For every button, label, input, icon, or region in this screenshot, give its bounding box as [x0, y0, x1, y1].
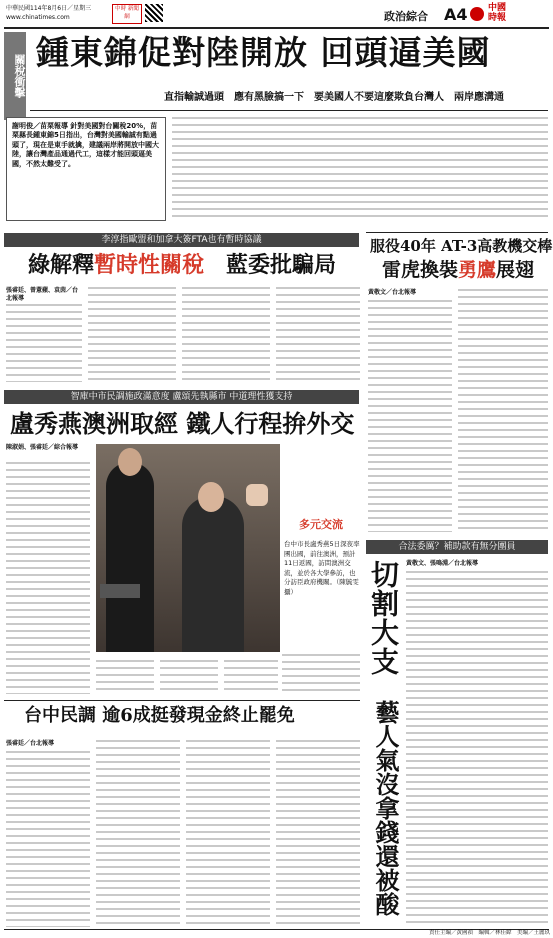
story3-byline: 陳淑娟、張睿廷／綜合報導: [6, 444, 79, 451]
story3-highlight-title: 多元交流: [299, 518, 343, 531]
story5-title-b: 藝人氣沒拿錢還被酸: [371, 700, 400, 916]
story5-body: [406, 571, 548, 927]
story4-body-col3: [186, 740, 270, 927]
lead-subheadline: 直指輸誠過頭 應有黑臉搞一下 要美國人不要這麼欺負台灣人 兩岸應溝通: [164, 90, 548, 108]
story5-kicker: 合法委厲？補助款有無分團員: [366, 540, 548, 554]
story1-byline: 張睿廷、曾薏蘋、袁茵／台北報導: [6, 287, 79, 302]
lead-headline: 鍾東錦促對陸開放 回頭逼美國: [36, 33, 491, 72]
brand-logo-left: 中時 新聞網: [112, 4, 142, 24]
website: www.chinatimes.com: [6, 14, 70, 21]
story4-rule: [4, 700, 360, 701]
story4-body-col2: [96, 740, 180, 927]
lead-body-text: [172, 117, 548, 221]
side-tag: 關稅衝擊: [4, 32, 26, 120]
masthead-rule: [4, 27, 549, 29]
story2-body-col1: [368, 300, 452, 532]
photo-figure-woman: [182, 496, 244, 652]
story1-body-col4: [276, 287, 360, 382]
news-photo: [96, 444, 280, 652]
story5-title-a: 切割大支: [367, 560, 400, 676]
summary-text: 謝明俊／苗栗報導 針對美國對台關稅20%，苗栗縣長鍾東錦5日指出，台灣對美國輸誠有點過頭了，現在是東手就擒，建議兩岸將開放中國大陸，讓台灣產品通過代工，這樣才能回頭逼美國，不然太難受了。: [12, 122, 159, 168]
lead-rule: [30, 110, 548, 111]
photo-figure-man: [106, 462, 154, 652]
story1-kicker: 李淳指歐盟和加拿大簽FTA也有暫時協議: [4, 233, 359, 247]
story1-title-c: 藍委批騙局: [226, 252, 337, 278]
story1-headline: [28, 251, 336, 279]
story2-title-line2: [382, 258, 534, 282]
page-credits: 責任主編／黃國禎 編輯／林佳緯 美編／王麗玖: [428, 930, 550, 936]
photo-face-man: [118, 448, 142, 476]
photo-caption: 台中市長盧秀燕5日深夜率團出國，前往澳洲，預計11日返國，訪問澳洲交流，並於各大學參訪，也分訪臣政府機關。（陳毓雯攝）: [284, 540, 360, 596]
photo-luggage: [100, 584, 140, 598]
story1-body-col2: [88, 287, 176, 382]
story2-title-c: 勇鷹: [458, 259, 497, 281]
story2-title-line1: 服役40年 AT-3高教機交棒: [370, 237, 553, 255]
story3-kicker: 智庫中市民調施政滿意度 盧頌先執縣市 中道理性獲支持: [4, 390, 359, 404]
story2-rule: [366, 232, 548, 233]
story4-byline: 張睿廷／台北報導: [6, 740, 55, 747]
story2-body-col2: [458, 289, 548, 532]
qr-code-icon: [145, 4, 163, 22]
story4-body-col4: [276, 740, 360, 927]
story4-headline: 台中民調 逾6成挺發現金終止罷免: [24, 705, 295, 726]
china-times-emblem-icon: [470, 7, 484, 21]
story2-title-d: 展翅: [496, 259, 535, 281]
story3-body-col3: [160, 660, 218, 694]
section-label: 政治綜合: [384, 10, 428, 23]
story5-vertical-title-b: [364, 700, 400, 930]
story3-body-col5: [282, 654, 360, 694]
story2-byline: 黃敬文／台北報導: [368, 289, 417, 296]
story1-title-a: 綠解釋: [28, 252, 95, 278]
photo-raised-hand: [246, 484, 268, 506]
date-line: 中華民國114年8月6日／星期三: [6, 5, 92, 12]
story1-body-col1: [6, 304, 82, 382]
summary-box: [6, 117, 166, 221]
story3-body-col4: [224, 660, 278, 694]
story5-byline: 黃敬文、張鳴淵／台北報導: [406, 560, 479, 567]
story2-title-b: 雷虎換裝: [382, 259, 459, 281]
page-number: A4: [444, 5, 468, 24]
story3-headline: 盧秀燕澳洲取經 鐵人行程拚外交: [10, 409, 355, 438]
story4-body-col1: [6, 751, 90, 927]
story3-body-col1: [6, 462, 90, 694]
photo-face-woman: [198, 482, 224, 512]
story1-body-col3: [182, 287, 270, 382]
story1-title-b: 暫時性關稅: [94, 252, 205, 278]
brand-logo-right: 中國時報: [488, 3, 507, 23]
story3-body-col2: [96, 660, 154, 694]
